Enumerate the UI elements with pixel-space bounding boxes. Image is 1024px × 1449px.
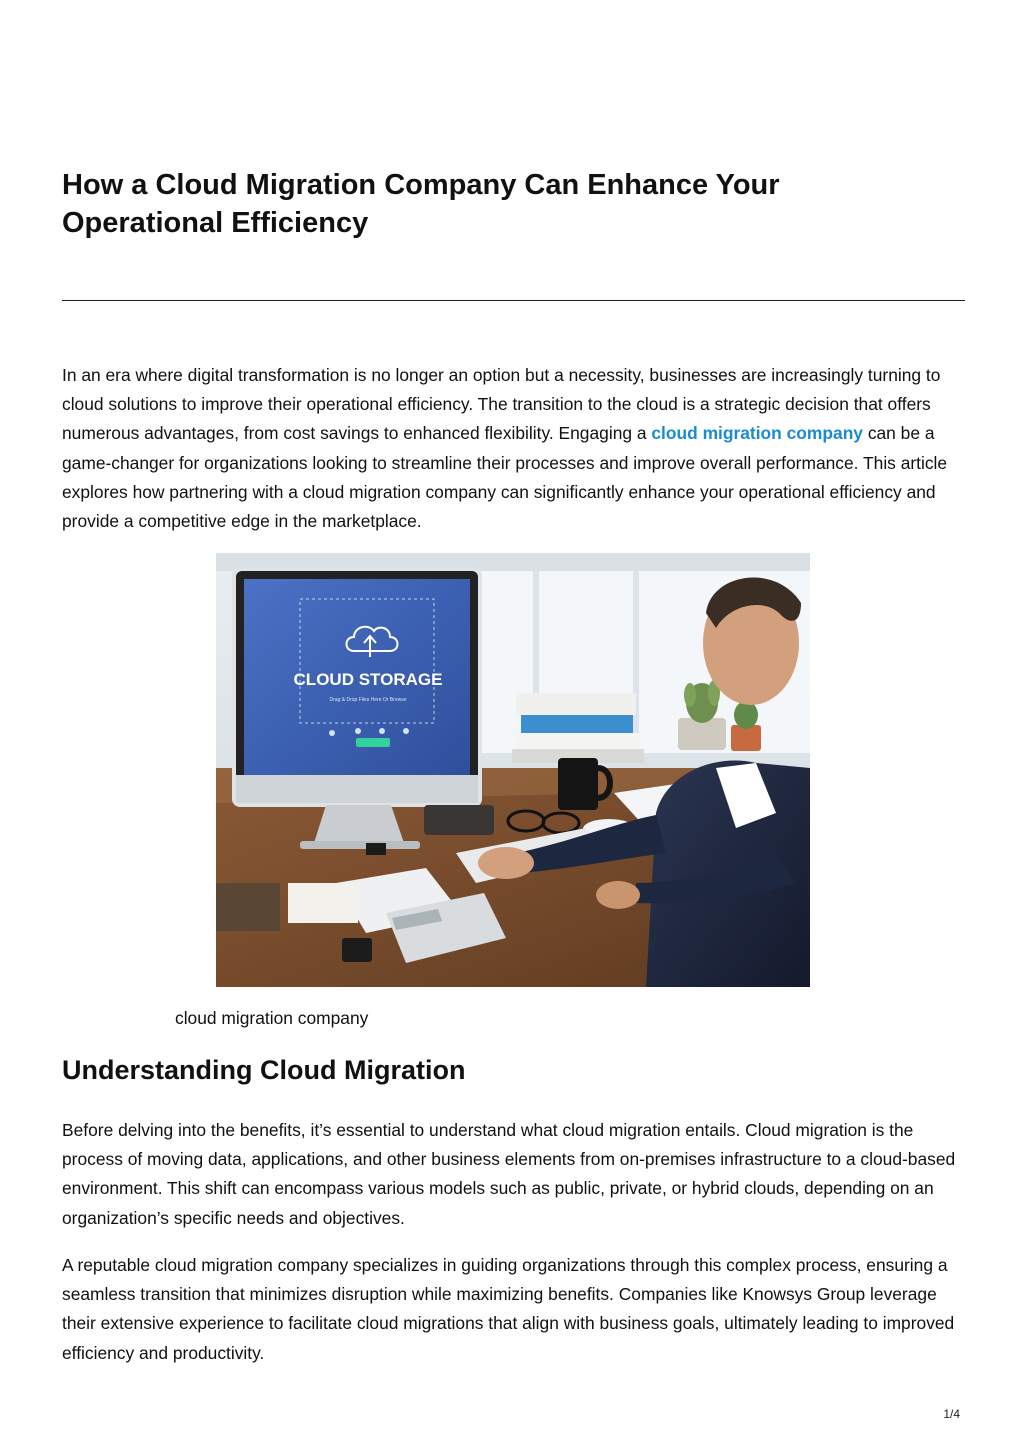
- article-photo: [216, 553, 810, 987]
- screen-title: CLOUD STORAGE: [293, 670, 443, 689]
- office-cloud-storage-illustration: [216, 553, 810, 987]
- cloud-migration-company-link[interactable]: cloud migration company: [651, 423, 863, 444]
- intro-text-after-link: can be a game-changer for organizations looking to streamline their processes and improve overall performance. This article explores how partnering with a cloud migration company can significantly enhance your operational efficiency and provide a competitive edge in the marketplace.: [62, 423, 948, 532]
- section-paragraph-1: Before delving into the benefits, it’s essential to understand what cloud migration entails. Cloud migration is the process of moving data, applications, and other business elements from on-premises infrastructure to a cloud-based environment. This shift can encompass various models such as public, private, or hybrid clouds, depending on an organization’s specific needs and objectives.: [62, 1120, 956, 1228]
- section-heading: Understanding Cloud Migration: [62, 1055, 466, 1085]
- page-number: 1/4: [943, 1407, 960, 1421]
- section-paragraph-2: A reputable cloud migration company specializes in guiding organizations through this complex process, ensuring a seamless transition that minimizes disruption while maximizing benefits. Companies like Knowsys Group leverage their extensive experience to facilitate cloud migrations that align with business goals, ultimately leading to improved efficiency and productivity.: [62, 1255, 955, 1363]
- screen-subtitle: Drag & Drop Files Here Or Browse: [329, 697, 407, 703]
- intro-paragraph: [62, 361, 965, 536]
- figure-caption: cloud migration company: [175, 1008, 369, 1028]
- intro-text-before-link: In an era where digital transformation is no longer an option but a necessity, businesses are increasingly turning to cloud solutions to improve their operational efficiency. The transition to the cloud is a strategic decision that offers numerous advantages, from cost savings to enhanced flexibility. Engaging a: [62, 365, 941, 444]
- title-divider: [62, 300, 965, 301]
- article-title: How a Cloud Migration Company Can Enhance Your Operational Efficiency: [62, 169, 780, 239]
